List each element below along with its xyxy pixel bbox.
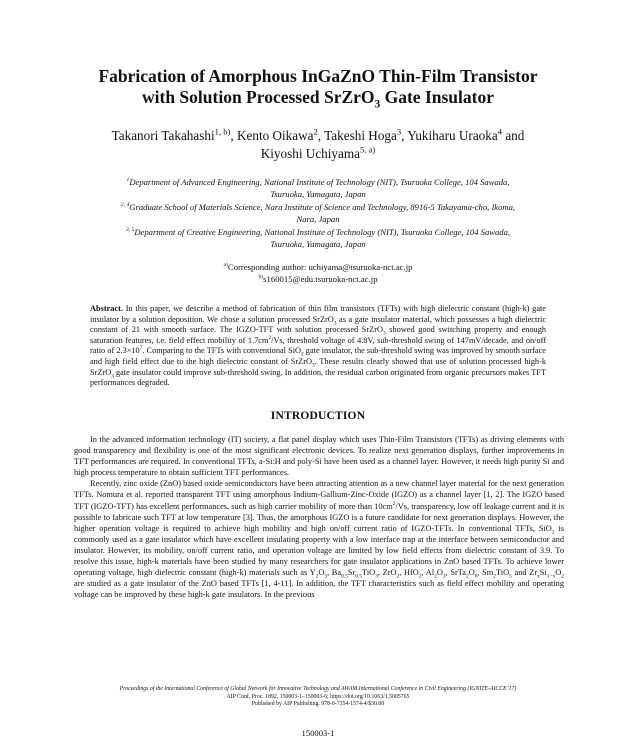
section-heading: INTRODUCTION	[270, 410, 366, 422]
intro-text: , ZrO	[377, 568, 397, 578]
introduction-body	[74, 434, 564, 600]
title-line-2-end: Gate Insulator	[380, 87, 494, 107]
affiliation-text: Department of Advanced Engineering, National Institute of Technology (NIT), Tsuruoka College, 104 Sawada,	[129, 177, 510, 187]
paper-title	[40, 66, 596, 111]
abstract-text: . Comparing to the TFTs with conventional SiO	[142, 346, 301, 356]
abstract-sup: 2	[268, 335, 272, 342]
abstract-text: /Vs, threshold voltage of 4.8V, sub-threshold swing of 147mV/decade, and on/off ratio of 2.3×10	[90, 335, 546, 356]
title-subscript: 3	[374, 98, 381, 111]
author-affil-mark: 5, a)	[360, 144, 376, 155]
intro-sub: 2	[551, 529, 555, 536]
author-list	[40, 127, 596, 163]
contact-line	[70, 262, 566, 274]
affiliation-mark: 3, 5	[125, 227, 135, 234]
author-separator: ,	[230, 128, 237, 143]
affiliation	[70, 177, 566, 200]
contact-line	[70, 274, 566, 286]
author-affil-mark: 3	[396, 126, 402, 137]
author-affil-mark: 1, b)	[214, 126, 231, 137]
citation-line: AIP Conf. Proc. 1892, 150003-1–150003-6; https://doi.org/10.1063/1.5005765	[226, 693, 410, 700]
intro-sub: 2	[418, 573, 422, 580]
proceedings-line: Proceedings of the International Conference of Global Network for Innovative Technology and AWAM International Conference in Civil Engineering (IGNITE-AICCE’17)	[119, 686, 517, 692]
author-name: Kiyoshi Uchiyama	[260, 146, 360, 161]
author-affil-mark: 2	[313, 126, 318, 137]
intro-text: Sr	[347, 568, 356, 578]
intro-sup: 2	[392, 500, 396, 507]
author-line-2	[40, 145, 596, 163]
author-affil-mark: 4	[497, 126, 503, 137]
abstract-text: showed good switching property and enough saturation features, i.e. field effect mobility of 1.7cm	[90, 325, 546, 345]
contact-info	[70, 262, 566, 285]
intro-sub: 2	[493, 573, 496, 580]
intro-paragraph-1: In the advanced information technology (IT) society, a flat panel display which uses Thin-Film Transistors (TFTs) as driving elements with good transparency and flexibility is one of the most significant electronic devices. To realize next generation displays, further improvements in TFT performances are required. In conventional TFTs, a-Si:H and poly-Si have been used as a channel layer. However, it needs high purity Si and high process temperature to obtain sufficient TFT performances.	[74, 435, 564, 478]
intro-text: Si	[539, 568, 547, 578]
intro-sub: 2	[465, 573, 469, 580]
page-footer	[40, 686, 596, 709]
intro-sub: 0.5	[341, 573, 348, 580]
title-line-2	[40, 87, 596, 111]
abstract-label: Abstract.	[90, 304, 123, 313]
intro-paragraph-2: Recently, zinc oxide (ZnO) based oxide semiconductors have been attracting attention as a new channel layer material for the next generation TFTs. Nomura et al. reported transparent TFT using amorphous Indium-Gallium-Zinc-Oxide (IGZO) as a channel layer [1, 2]. The IGZO based TFT (IGZO-TFT) has excellent performances, such as high carrier mobility of more than $10cm^2/Vs$, transparency, low off leakage current and it is possible to fabricate such TFT at low temperature [3]. Thus, the amorphous IGZO is a future candidate for next generation displays. However, the higher operation voltage is required to achieve high mobility and high on/off current ratio of IGZO-TFTs. In conventional TFTs, SiO$_2$ is commonly used as a gate insulator which have excellent insulating property with a low interface trap at the interface between semiconductor and insulator. However, its mobility, on/off current ratio, and operation voltage are limited by low field effects from dielectric constant of 3.9. To resolve this issue, high-k materials have been studied by many researchers for gate insulator applications in ZnO based TFTs. To achieve lower operating voltage, high dielectric constant (high-k) materials such as $Y_2O_3$, $Ba_{0.5}Sr_{0.5}TiO_3$, ZrO$_2$, HfO$_2$, $Al_2O_3$, $SrTa_2O_6$, $Sm_2TiO_5$ and $Zr_xSi_{1-x}O_2$ are studied as a gate insulator of the ZnO based TFTs [1, 4-11]. In addition, the TFT characteristics such as field effect mobility and operating voltage can be improved by these high-k gate insulators. In the previous	[74, 479, 564, 600]
abstract-sub: 2	[301, 352, 304, 359]
author-separator: and	[502, 128, 525, 143]
title-line-2-text: with Solution Processed SrZrO	[142, 87, 375, 107]
author-separator: ,	[317, 128, 325, 143]
intro-text: , SrTa	[445, 568, 466, 578]
abstract-sup: 7	[139, 345, 143, 352]
abstract-text: . These results clearly showed that use of solution processed high-k SrZrO	[90, 356, 546, 377]
abstract-sub: 3	[383, 330, 386, 337]
affiliation-text: Tsuruoka, Yamagata, Japan	[270, 238, 366, 249]
affiliation-text: Nara, Japan	[296, 213, 340, 224]
intro-sub: 2	[396, 573, 400, 580]
abstract	[90, 304, 546, 389]
author-name: Yukiharu Uraoka	[407, 128, 498, 143]
affiliation-text: Department of Creative Engineering, National Institute of Technology (NIT), Tsuruoka College, 104 Sawada,	[134, 227, 511, 237]
intro-sub: 1−x	[546, 573, 556, 580]
affiliation-mark: 1	[126, 177, 130, 184]
affiliation-text: Tsuruoka, Yamagata, Japan	[270, 188, 366, 199]
intro-sub: 6	[474, 573, 478, 580]
intro-text: are studied as a gate insulator of the ZnO based TFTs [1, 4-11]. In addition, the TFT characteristics such as field effect mobility and operating voltage can be improved by these high-k gate insulators. In the previous	[74, 579, 564, 600]
intro-text: , Ba	[327, 568, 342, 578]
abstract-text: gate insulator could improve sub-threshold swing. In addition, the residual carbon originated from organic precursors makes TFT performances degraded.	[90, 367, 546, 388]
affiliation	[70, 202, 566, 225]
author-name: Takanori Takahashi	[111, 128, 215, 143]
intro-sub: x	[537, 573, 540, 580]
page-number: 150003-1	[301, 728, 335, 738]
intro-sub: 0.5	[355, 573, 363, 580]
intro-sub: 2	[561, 573, 564, 580]
abstract-sub: 3	[333, 320, 337, 327]
author-name: Takeshi Hoga	[324, 128, 397, 143]
abstract-text: as a gate insulator material, which possesses a high dielectric constant of 21 with smooth surface. The IGZO-TFT with solution processed SrZrO	[90, 314, 547, 335]
intro-text: O	[555, 568, 562, 578]
corresponding-author: Corresponding author: uchiyama@tsuruoka-nct.ac.jp	[227, 262, 413, 272]
abstract-text: gate insulator, the sub-threshold swing was improved by smooth surface and high field effect due to the high dielectric constant of SrZrO	[90, 346, 546, 366]
affiliation	[70, 227, 566, 250]
intro-text: , HfO	[399, 568, 419, 578]
intro-sub: 3	[375, 573, 378, 580]
intro-text: /Vs, transparency, low off leakage current and it is possible to fabricate such TFT at low temperature [3]. Thus, the amorphous IGZO is a future candidate for next generation displays. However, the higher operation voltage is required to achieve high mobility and high on/off current ratio of IGZO-TFTs. In conventional TFTs, SiO	[74, 501, 564, 533]
abstract-sub: 3	[111, 373, 114, 380]
abstract-text: In this paper, we describe a method of fabrication of thin film transistors (TFTs) with high dielectric constant (high-k) gate insulator by a solution deposition. We chose a solution processed SrZrO	[90, 304, 546, 324]
publisher-line: Published by AIP Publishing. 978-0-7354-1574-4/$30.00	[251, 701, 385, 708]
intro-text: and Zr	[511, 568, 538, 578]
author-line-1	[40, 127, 596, 145]
intro-text: TiO	[496, 568, 510, 578]
author-name: Kento Oikawa	[236, 128, 314, 143]
title-line-1: Fabrication of Amorphous InGaZnO Thin-Film Transistor	[98, 66, 538, 86]
intro-sub: 2	[315, 573, 319, 580]
abstract-sub: 3	[311, 362, 315, 369]
affiliation-text: Graduate School of Materials Science, Nara Institute of Science and Technology, 8916-5 Takayama-cho, Ikoma,	[129, 202, 516, 212]
contact-mark: a)	[223, 262, 228, 269]
intro-text: is commonly used as a gate insulator which have excellent insulating property with a low interface trap at the interface between semiconductor and insulator. However, its mobility, on/off current ratio, and operation voltage are limited by low field effects from dielectric constant of 3.9. To resolve this issue, high-k materials have been studied by many researchers for gate insulator applications in ZnO based TFTs. To achieve lower operating voltage, high dielectric constant (high-k) materials such as Y	[74, 523, 564, 578]
author-separator: ,	[401, 128, 408, 143]
author-email: s160015@edu.tsuruoka-nct.ac.jp	[263, 273, 378, 284]
intro-sub: 3	[324, 573, 328, 580]
affiliation-mark: 2, 4	[120, 202, 130, 209]
intro-text: , Al	[421, 568, 435, 578]
intro-text: , Sm	[477, 568, 494, 578]
intro-sub: 3	[442, 573, 446, 580]
intro-sub: 2	[434, 573, 437, 580]
intro-text: Recently, zinc oxide (ZnO) based oxide semiconductors have been attracting attention as a new channel layer material for the next generation TFTs. Nomura et al. reported transparent TFT using amorphous Indium-Gallium-Zinc-Oxide (IGZO) as a channel layer [1, 2]. The IGZO based TFT (IGZO-TFT) has excellent performances, such as high carrier mobility of more than 10cm	[74, 479, 564, 511]
intro-sub: 5	[509, 573, 512, 580]
intro-text: TiO	[362, 568, 376, 578]
contact-mark: b)	[258, 273, 264, 280]
